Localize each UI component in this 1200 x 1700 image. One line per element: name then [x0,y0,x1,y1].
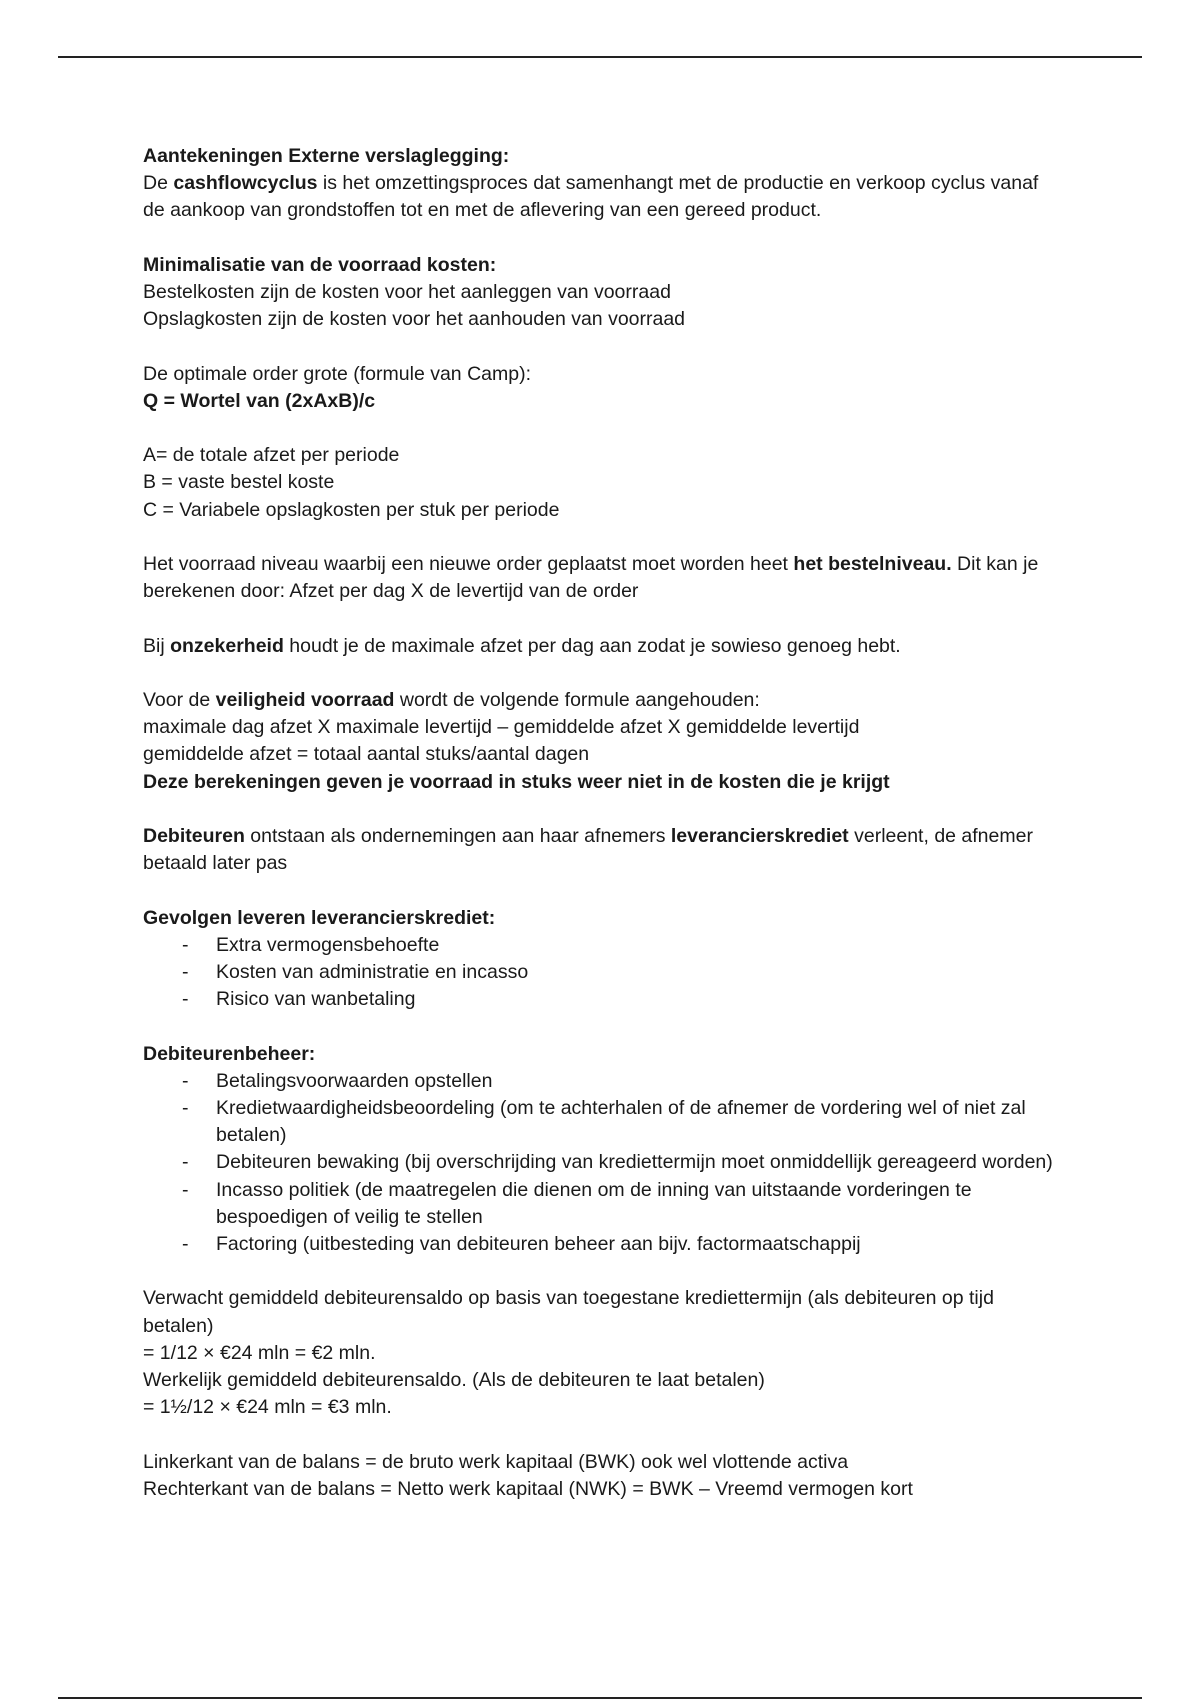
bestelniveau-paragraph: Het voorraad niveau waarbij een nieuwe order geplaatst moet worden heet het bestelniveau. Dit kan je berekenen door: Afzet per dag X de levertijd van de order [143,552,1039,603]
list-item: - Kredietwaardigheidsbeoordeling (om te achterhalen of de afnemer de vordering wel of niet zal betalen) [216,1095,1063,1149]
calculation-line: = 1½/12 × €24 mln = €3 mln. [143,1396,392,1419]
cashflow-paragraph: De cashflowcyclus is het omzettingsproces dat samenhangt met de productie en verkoop cyclus vanaf de aankoop van grondstoffen tot en met de aflevering van een gereed product. [143,172,1039,222]
text-line: Linkerkant van de balans = de bruto werk kapitaal (BWK) ook wel vlottende activa [143,1450,849,1473]
camp-formula: Q = Wortel van (2xAxB)/c [143,389,376,412]
text-line: Werkelijk gemiddeld debiteurensaldo. (Als de debiteuren te laat betalen) [143,1368,765,1391]
onzekerheid-paragraph: Bij onzekerheid houdt je de maximale afzet per dag aan zodat je sowieso genoeg hebt. [143,634,901,657]
debiteuren-paragraph: Debiteuren ontstaan als ondernemingen aan haar afnemers leverancierskrediet verleent, de afnemer betaald later pas [143,824,1033,875]
text-line: maximale dag afzet X maximale levertijd – gemiddelde afzet X gemiddelde levertijd [143,716,860,739]
list-item: - Debiteuren bewaking (bij overschrijding van krediettermijn moet onmiddellijk gereageerd worden) [216,1149,1063,1176]
section-heading-debiteurenbeheer: Debiteurenbeheer: [143,1042,316,1065]
list-item: - Risico van wanbetaling [216,986,1063,1013]
list-item: - Extra vermogensbehoefte [216,932,1063,959]
calculation-line: = 1/12 × €24 mln = €2 mln. [143,1341,376,1364]
list-item: - Betalingsvoorwaarden opstellen [216,1068,1063,1095]
text-line: gemiddelde afzet = totaal aantal stuks/aantal dagen [143,743,590,766]
variable-b: B = vaste bestel koste [143,471,335,494]
list-item: - Factoring (uitbesteding van debiteuren beheer aan bijv. factormaatschappij [216,1231,1063,1258]
variable-a: A= de totale afzet per periode [143,444,400,467]
text-line: Opslagkosten zijn de kosten voor het aanhouden van voorraad [143,308,686,331]
list-item: - Incasso politiek (de maatregelen die dienen om de inning van uitstaande vorderingen te bespoedigen of veilig te stellen [216,1177,1063,1231]
document-body [143,143,1063,1503]
list-item: - Kosten van administratie en incasso [216,959,1063,986]
text-line: De optimale order grote (formule van Camp): [143,362,531,385]
footer-rule [58,1697,1142,1699]
debiteurenbeheer-list [143,1068,1063,1258]
note-bold: Deze berekeningen geven je voorraad in stuks weer niet in de kosten die je krijgt [143,770,890,793]
document-title: Aantekeningen Externe verslaglegging: [143,145,510,167]
veiligheid-paragraph: Voor de veiligheid voorraad wordt de volgende formule aangehouden: [143,688,760,711]
text-line: Verwacht gemiddeld debiteurensaldo op basis van toegestane krediettermijn (als debiteuren op tijd betalen) [143,1287,994,1337]
section-heading-voorraad: Minimalisatie van de voorraad kosten: [143,253,497,276]
text-line: Bestelkosten zijn de kosten voor het aanleggen van voorraad [143,281,671,303]
variable-c: C = Variabele opslagkosten per stuk per periode [143,498,560,521]
section-heading-gevolgen: Gevolgen leveren leverancierskrediet: [143,906,496,929]
text-line: Rechterkant van de balans = Netto werk kapitaal (NWK) = BWK – Vreemd vermogen kort [143,1477,913,1500]
gevolgen-list [143,932,1063,1014]
header-rule [58,56,1142,58]
